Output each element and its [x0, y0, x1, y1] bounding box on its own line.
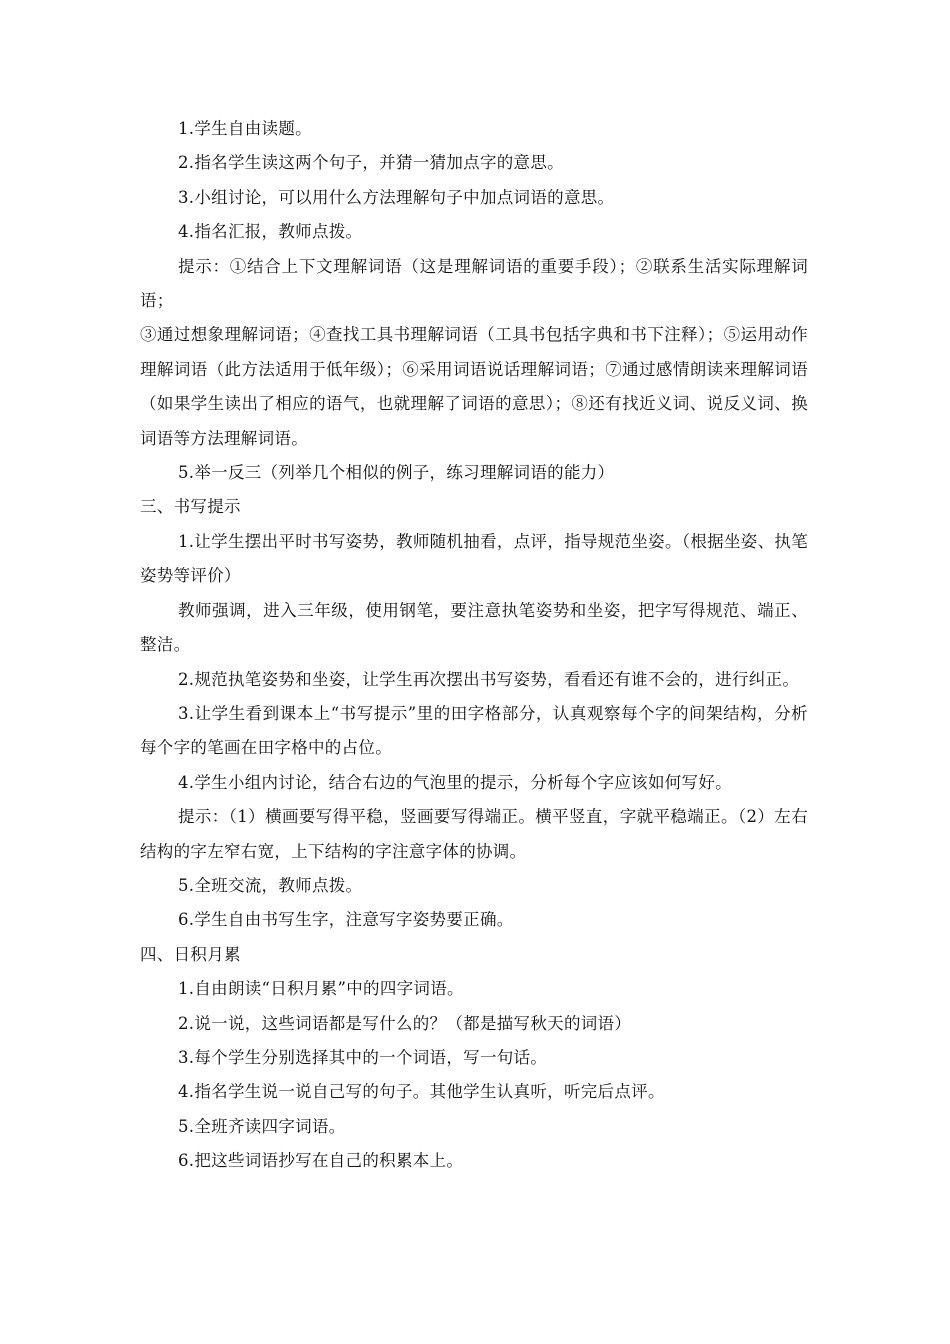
accumulation-step-copy: 6.把这些词语抄写在自己的积累本上。 — [178, 1151, 464, 1171]
writing-teacher-emphasis: 教师强调，进入三年级，使用钢笔，要注意执笔姿势和坐姿，把字写得规范、端正、整洁。 — [140, 600, 808, 655]
writing-step-discuss: 4.学生小组内讨论，结合右边的气泡里的提示，分析每个字应该如何写好。 — [178, 772, 732, 792]
hint-word-methods-continued: ③通过想象理解词语；④查找工具书理解词语（工具书包括字典和书下注释）；⑤运用动作理解词语（此方法适用于低年级）；⑥采用词语说话理解词语；⑦通过感情朗读来理解词语（如果学生读出了相应的语气，也就理解了词语的意思）；⑧还有找近义词、说反义词、换词语等方法理解词语。 — [140, 325, 808, 448]
step-read-sentences: 2.指名学生读这两个句子，并猜一猜加点字的意思。 — [178, 153, 564, 173]
hint-word-methods: 提示：①结合上下文理解词语（这是理解词语的重要手段）；②联系生活实际理解词语； — [140, 256, 808, 311]
accumulation-step-share: 4.指名学生说一说自己写的句子。其他学生认真听，听完后点评。 — [178, 1082, 665, 1102]
step-examples: 5.举一反三（列举几个相似的例子，练习理解词语的能力） — [178, 463, 615, 483]
writing-step-practice: 6.学生自由书写生字，注意写字姿势要正确。 — [178, 910, 514, 930]
accumulation-step-read-together: 5.全班齐读四字词语。 — [178, 1116, 346, 1136]
step-read-question: 1.学生自由读题。 — [178, 119, 312, 138]
accumulation-step-talk: 2.说一说，这些词语都是写什么的？（都是描写秋天的词语） — [178, 1013, 632, 1033]
document-body — [140, 112, 808, 1179]
section-heading-accumulation: 四、日积月累 — [140, 944, 241, 964]
section-heading-writing: 三、书写提示 — [140, 497, 241, 517]
step-report: 4.指名汇报，教师点拨。 — [178, 222, 363, 242]
accumulation-step-read: 1.自由朗读“日积月累”中的四字词语。 — [178, 979, 464, 999]
writing-step-observe: 3.让学生看到课本上“书写提示”里的田字格部分，认真观察每个字的间架结构，分析每个字的笔画在田字格中的占位。 — [140, 703, 808, 758]
writing-step-posture: 1.让学生摆出平时书写姿势，教师随机抽看，点评，指导规范坐姿。（根据坐姿、执笔姿势等评价） — [140, 531, 808, 586]
step-group-discussion: 3.小组讨论，可以用什么方法理解句子中加点词语的意思。 — [178, 187, 615, 207]
writing-step-correct: 2.规范执笔姿势和坐姿，让学生再次摆出书写姿势，看看还有谁不会的，进行纠正。 — [178, 669, 800, 689]
accumulation-step-sentence: 3.每个学生分别选择其中的一个词语，写一句话。 — [178, 1047, 548, 1067]
writing-hint: 提示：（1）横画要写得平稳，竖画要写得端正。横平竖直，字就平稳端正。（2）左右结构的字左窄右宽，上下结构的字注意字体的协调。 — [140, 807, 808, 861]
writing-step-exchange: 5.全班交流，教师点拨。 — [178, 875, 363, 895]
